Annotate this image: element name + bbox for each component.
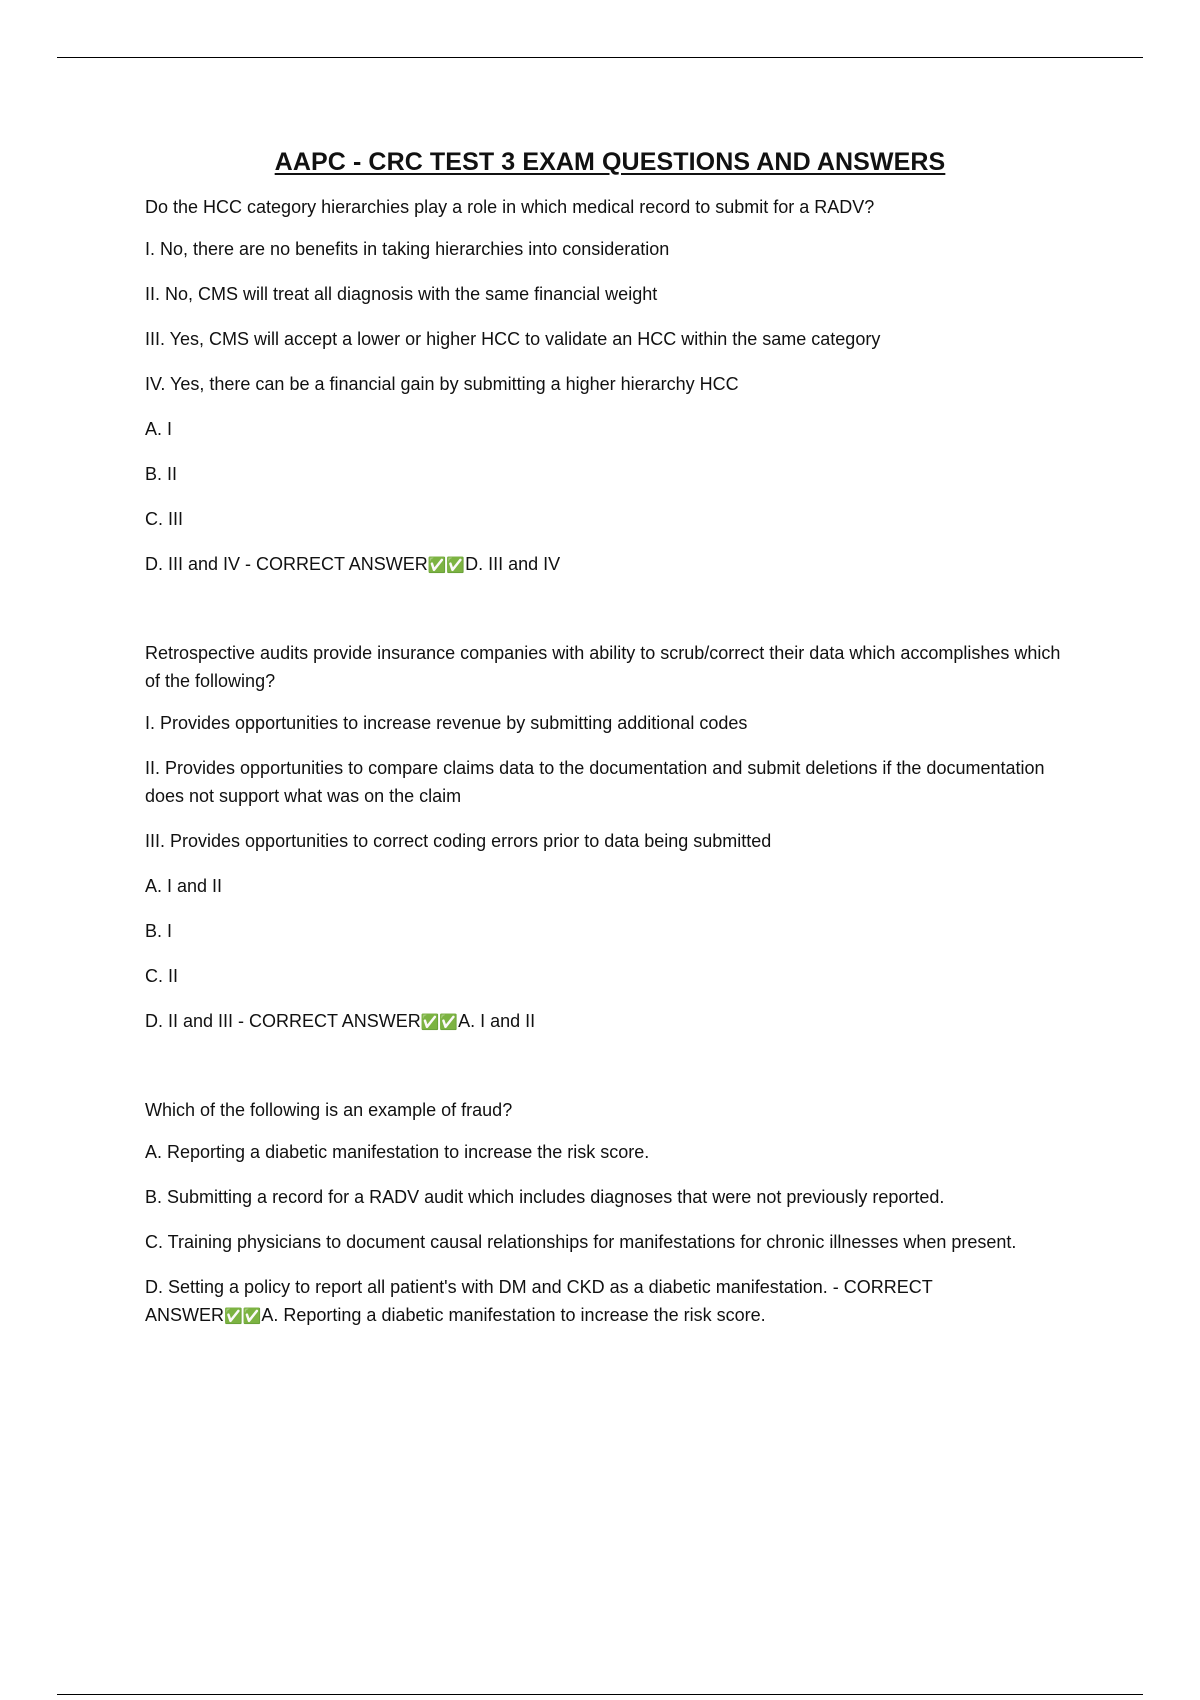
option-line: B. I [145, 921, 173, 941]
option-line: B. II [145, 464, 178, 484]
double-check-icon: ✅✅ [427, 556, 466, 574]
option-line: A. I [145, 419, 173, 439]
option-line: A. Reporting a diabetic manifestation to increase the risk score. [145, 1142, 650, 1162]
option-line: A. I and II [145, 876, 223, 896]
question-text: Which of the following is an example of fraud? [145, 1100, 513, 1120]
option-line: C. II [145, 966, 179, 986]
answer-line [145, 1007, 1065, 1036]
answer-marker: CORRECT ANSWER [256, 554, 428, 574]
correct-answer: A. Reporting a diabetic manifestation to increase the risk score. [261, 1305, 766, 1325]
double-check-icon: ✅✅ [420, 1013, 459, 1031]
option-line: IV. Yes, there can be a financial gain by submitting a higher hierarchy HCC [145, 374, 739, 394]
answer-marker: CORRECT ANSWER [145, 1277, 933, 1325]
option-line: C. III [145, 509, 184, 529]
last-option: D. II and III - [145, 1011, 250, 1031]
option-line: I. Provides opportunities to increase revenue by submitting additional codes [145, 713, 748, 733]
option-line: II. No, CMS will treat all diagnosis with the same financial weight [145, 284, 658, 304]
answer-line [145, 1273, 1065, 1330]
question-block-1 [145, 193, 1065, 579]
last-option: D. III and IV - [145, 554, 257, 574]
question-block-2 [145, 639, 1065, 1036]
document-title: AAPC - CRC TEST 3 EXAM QUESTIONS AND ANSWERS [274, 148, 946, 176]
question-block-3 [145, 1096, 1065, 1330]
answer-line [145, 550, 1065, 579]
last-option: D. Setting a policy to report all patient's with DM and CKD as a diabetic manifestation. - [145, 1277, 844, 1297]
correct-answer: A. I and II [458, 1011, 536, 1031]
answer-marker: CORRECT ANSWER [249, 1011, 421, 1031]
question-text: Do the HCC category hierarchies play a role in which medical record to submit for a RADV? [145, 197, 875, 217]
footer-rule [57, 1694, 1143, 1695]
correct-answer: D. III and IV [465, 554, 561, 574]
option-line: II. Provides opportunities to compare claims data to the documentation and submit deletions if the documentation does not support what was on the claim [145, 758, 1045, 806]
option-line: C. Training physicians to document causal relationships for manifestations for chronic illnesses when present. [145, 1232, 1017, 1252]
option-line: I. No, there are no benefits in taking hierarchies into consideration [145, 239, 670, 259]
option-line: B. Submitting a record for a RADV audit which includes diagnoses that were not previously reported. [145, 1187, 945, 1207]
double-check-icon: ✅✅ [224, 1307, 262, 1325]
question-text: Retrospective audits provide insurance companies with ability to scrub/correct their data which accomplishes which of the following? [145, 643, 1061, 691]
option-line: III. Provides opportunities to correct coding errors prior to data being submitted [145, 831, 772, 851]
option-line: III. Yes, CMS will accept a lower or higher HCC to validate an HCC within the same category [145, 329, 881, 349]
document-body [145, 148, 1065, 1390]
header-rule [57, 57, 1143, 58]
